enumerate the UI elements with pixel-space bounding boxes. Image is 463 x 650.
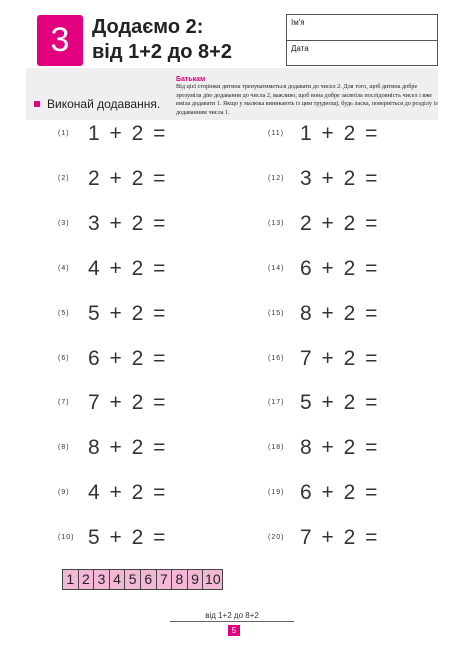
date-label: Дата (291, 44, 309, 53)
exercise-number: (17) (268, 399, 285, 407)
exercise-expression: 3 + 2 = (300, 166, 380, 190)
number-line-cell: 7 (157, 570, 173, 589)
exercise-number: (10) (58, 534, 75, 542)
exercise-number: (15) (268, 309, 285, 317)
exercise-number: (11) (268, 130, 284, 137)
exercise-expression: 5 + 2 = (88, 526, 168, 550)
exercise-number: (8) (58, 444, 70, 452)
exercise-number: (18) (268, 444, 285, 452)
number-line-cell: 6 (141, 570, 157, 589)
number-line-cell: 5 (125, 570, 141, 589)
exercise-number: (20) (268, 534, 285, 542)
exercise-number: (1) (58, 130, 70, 137)
exercise-number: (3) (58, 219, 70, 227)
date-field[interactable] (287, 40, 437, 65)
exercise-expression: 5 + 2 = (88, 301, 168, 325)
exercise-expression: 2 + 2 = (88, 166, 168, 190)
page-title (92, 15, 282, 65)
exercise-number: (5) (58, 309, 70, 317)
page-number: 5 (228, 625, 240, 636)
exercise-expression: 5 + 2 = (300, 391, 380, 415)
exercise-expression: 1 + 2 = (300, 122, 380, 145)
exercise-expression: 8 + 2 = (88, 436, 168, 460)
lesson-number-badge: 3 (37, 15, 83, 66)
number-line-cell: 4 (110, 570, 126, 589)
instruction (34, 97, 160, 111)
exercise-expression: 6 + 2 = (88, 346, 168, 370)
exercise-number: (9) (58, 489, 70, 497)
title-line-2: від 1+2 до 8+2 (92, 41, 232, 63)
exercise-expression: 3 + 2 = (88, 211, 168, 235)
name-field[interactable] (287, 15, 437, 40)
number-line-cell: 2 (79, 570, 95, 589)
exercise-expression: 2 + 2 = (300, 211, 380, 235)
number-line-cell: 9 (188, 570, 204, 589)
exercise-expression: 7 + 2 = (300, 346, 380, 370)
number-line-cell: 1 (63, 570, 79, 589)
exercise-expression: 4 + 2 = (88, 256, 168, 280)
exercise-expression: 8 + 2 = (300, 436, 380, 460)
title-line-1: Додаємо 2: (92, 16, 204, 38)
exercise-number: (6) (58, 354, 70, 362)
exercise-number: (14) (268, 264, 285, 272)
exercise-expression: 4 + 2 = (88, 481, 168, 505)
exercise-number: (2) (58, 174, 70, 182)
exercise-expression: 1 + 2 = (88, 122, 168, 145)
instruction-text: Виконай додавання. (47, 97, 161, 111)
exercise-number: (12) (268, 174, 285, 182)
number-line-cell: 3 (94, 570, 110, 589)
exercise-expression: 8 + 2 = (300, 301, 380, 325)
name-label: Ім'я (291, 18, 305, 27)
exercise-number: (4) (58, 264, 70, 272)
bullet-square-icon (34, 101, 40, 107)
exercise-number: (13) (268, 219, 285, 227)
exercise-number: (19) (268, 489, 285, 497)
exercise-number: (7) (58, 399, 70, 407)
name-date-box (286, 14, 438, 66)
exercise-number: (16) (268, 354, 285, 362)
exercise-expression: 6 + 2 = (300, 481, 380, 505)
parents-note-text: Від цієї сторінки дитина тренуватиметься додавати до чисел 2. Для того, щоб дитина добре зрозуміла дію додавання до числа 2, важливо, щоб вона добре засвоїла послідовність чисел і вже вміла додавати 1. Якщо у малюка виникають із цим труднощі, будь ласка, поверніться до розділу із додаванням числа 1. (176, 83, 438, 116)
exercise-expression: 7 + 2 = (300, 526, 380, 550)
exercise-expression: 7 + 2 = (88, 391, 168, 415)
parents-note-title: Батькам (176, 76, 206, 83)
number-line-cell: 10 (205, 571, 221, 587)
number-line-cell: 8 (172, 570, 188, 589)
footer-title: від 1+2 до 8+2 (205, 611, 259, 620)
footer-divider (170, 621, 294, 622)
exercise-expression: 6 + 2 = (300, 256, 380, 280)
number-line (62, 569, 223, 590)
